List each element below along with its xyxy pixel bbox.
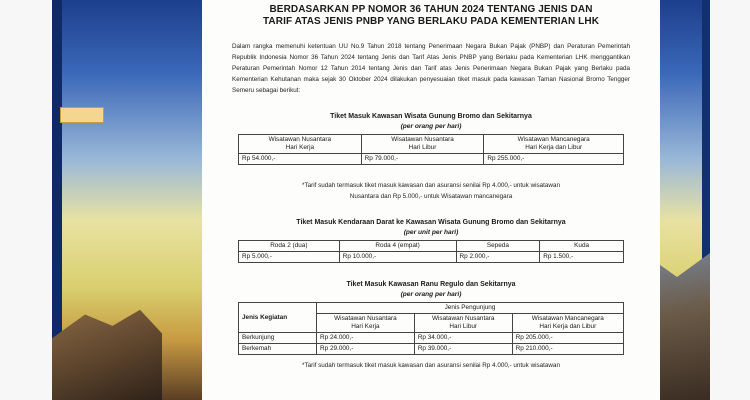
table-header-row bbox=[239, 241, 624, 252]
table-row bbox=[239, 344, 624, 355]
price-cell: Rp 2.000,- bbox=[456, 252, 540, 263]
section-note bbox=[214, 180, 648, 202]
header-line: Hari Kerja bbox=[351, 323, 380, 330]
table-header-cell bbox=[512, 314, 623, 333]
table-header-cell: Kuda bbox=[540, 241, 624, 252]
sticker-tag bbox=[60, 107, 104, 123]
table-header-cell bbox=[484, 135, 624, 154]
intro-paragraph: Dalam rangka memenuhi ketentuan UU No.9 Tahun 2018 tentang Penerimaan Negara Bukan Pajak (PNBP) dan Peraturan Pemerintah Republik Indonesia Nomor 36 Tahun 2024 tentang Jenis dan Tarif Atas Jenis PNBP yang Berlaku pada Kementerian LHK menggantikan Peraturan Pemerintah Nomor 12 Tahun 2014 tentang Jenis dan Tarif atas Jenis Penerimaan Negara Bukan Pajak yang Berlaku pada Kementerian Kehutanan maka sejak 30 Oktober 2024 dilakukan penyesuaian tiket masuk pada kawasan Taman Nasional Bromo Tengger Semeru sebagai berikut: bbox=[232, 43, 630, 94]
price-cell: Rp 205.000,- bbox=[512, 333, 623, 344]
price-cell: Rp 5.000,- bbox=[239, 252, 340, 263]
table-header-cell: Roda 2 (dua) bbox=[239, 241, 340, 252]
price-cell: Rp 255.000,- bbox=[484, 154, 624, 165]
table-header-cell: Sepeda bbox=[456, 241, 540, 252]
table-row bbox=[239, 154, 624, 165]
pengunjung-header: Jenis Pengunjung bbox=[317, 303, 624, 314]
price-cell: Rp 1.500,- bbox=[540, 252, 624, 263]
table-header-cell: Roda 4 (empat) bbox=[339, 241, 456, 252]
price-cell: Rp 210.000,- bbox=[512, 344, 623, 355]
price-cell: Rp 29.000,- bbox=[317, 344, 415, 355]
note-line: Nusantara dan Rp 5.000,- untuk Wisatawan mancanegara bbox=[349, 193, 513, 200]
section-subtitle: (per orang per hari) bbox=[400, 123, 462, 130]
table-row bbox=[239, 252, 624, 263]
header-line: Wisatawan Nusantara bbox=[391, 136, 454, 143]
section-vehicle-tickets bbox=[214, 218, 648, 263]
header-line: Wisatawan Nusantara bbox=[268, 136, 332, 143]
mountain-image-left bbox=[52, 305, 162, 400]
document-title bbox=[214, 4, 648, 28]
section-title: Tiket Masuk Kawasan Wisata Gunung Bromo dan Sekitarnya bbox=[330, 113, 532, 120]
section-title: Tiket Masuk Kendaraan Darat ke Kawasan Wisata Gunung Bromo dan Sekitarnya bbox=[296, 219, 566, 226]
ranu-regulo-ticket-table bbox=[238, 302, 624, 355]
document-panel bbox=[202, 0, 660, 400]
price-cell: Rp 54.000,- bbox=[239, 154, 362, 165]
section-note: *Tarif sudah termasuk tiket masuk kawasan dan asuransi senilai Rp 4.000,- untuk wisatawan bbox=[302, 362, 560, 369]
price-cell: Rp 79.000,- bbox=[361, 154, 484, 165]
header-line: Hari Libur bbox=[408, 144, 437, 151]
header-line: Wisatawan Nusantara bbox=[334, 315, 397, 322]
price-cell: Rp 10.000,- bbox=[339, 252, 456, 263]
section-bromo-tickets bbox=[214, 112, 648, 202]
table-header-cell bbox=[414, 314, 512, 333]
section-title: Tiket Masuk Kawasan Ranu Regulo dan Sekitarnya bbox=[346, 281, 516, 288]
header-line: Hari Kerja bbox=[285, 144, 315, 151]
table-header-row bbox=[239, 135, 624, 154]
header-line: Hari Kerja dan Libur bbox=[539, 323, 597, 330]
note-line: *Tarif sudah termasuk tiket masuk kawasan dan asuransi senilai Rp 4.000,- untuk wisatawan bbox=[302, 182, 560, 189]
table-header-cell bbox=[239, 135, 362, 154]
header-line: Wisatawan Nusantara bbox=[431, 315, 495, 322]
title-line-2: TARIF ATAS JENIS PNBP YANG BERLAKU PADA KEMENTERIAN LHK bbox=[262, 16, 600, 27]
section-subtitle: (per unit per hari) bbox=[403, 229, 459, 236]
table-header-cell bbox=[317, 314, 415, 333]
activity-cell: Berkemah bbox=[239, 344, 317, 355]
table-header-cell bbox=[361, 135, 484, 154]
poster bbox=[52, 0, 710, 400]
section-ranu-regulo-tickets bbox=[214, 280, 648, 371]
activity-cell: Berkunjung bbox=[239, 333, 317, 344]
bromo-ticket-table bbox=[238, 134, 624, 165]
table-row bbox=[239, 333, 624, 344]
section-subtitle: (per orang per hari) bbox=[400, 291, 462, 298]
price-cell: Rp 39.000,- bbox=[414, 344, 512, 355]
header-line: Wisatawan Mancanegara bbox=[517, 136, 590, 143]
header-line: Wisatawan Mancanegara bbox=[531, 315, 604, 322]
header-line: Hari Libur bbox=[449, 323, 478, 330]
title-line-1: BERDASARKAN PP NOMOR 36 TAHUN 2024 TENTANG JENIS DAN bbox=[269, 4, 593, 15]
table-header-row bbox=[239, 303, 624, 314]
header-line: Hari Kerja dan Libur bbox=[525, 144, 583, 151]
price-cell: Rp 34.000,- bbox=[414, 333, 512, 344]
vehicle-ticket-table bbox=[238, 240, 624, 263]
price-cell: Rp 24.000,- bbox=[317, 333, 415, 344]
kegiatan-header: Jenis Kegiatan bbox=[239, 303, 317, 333]
